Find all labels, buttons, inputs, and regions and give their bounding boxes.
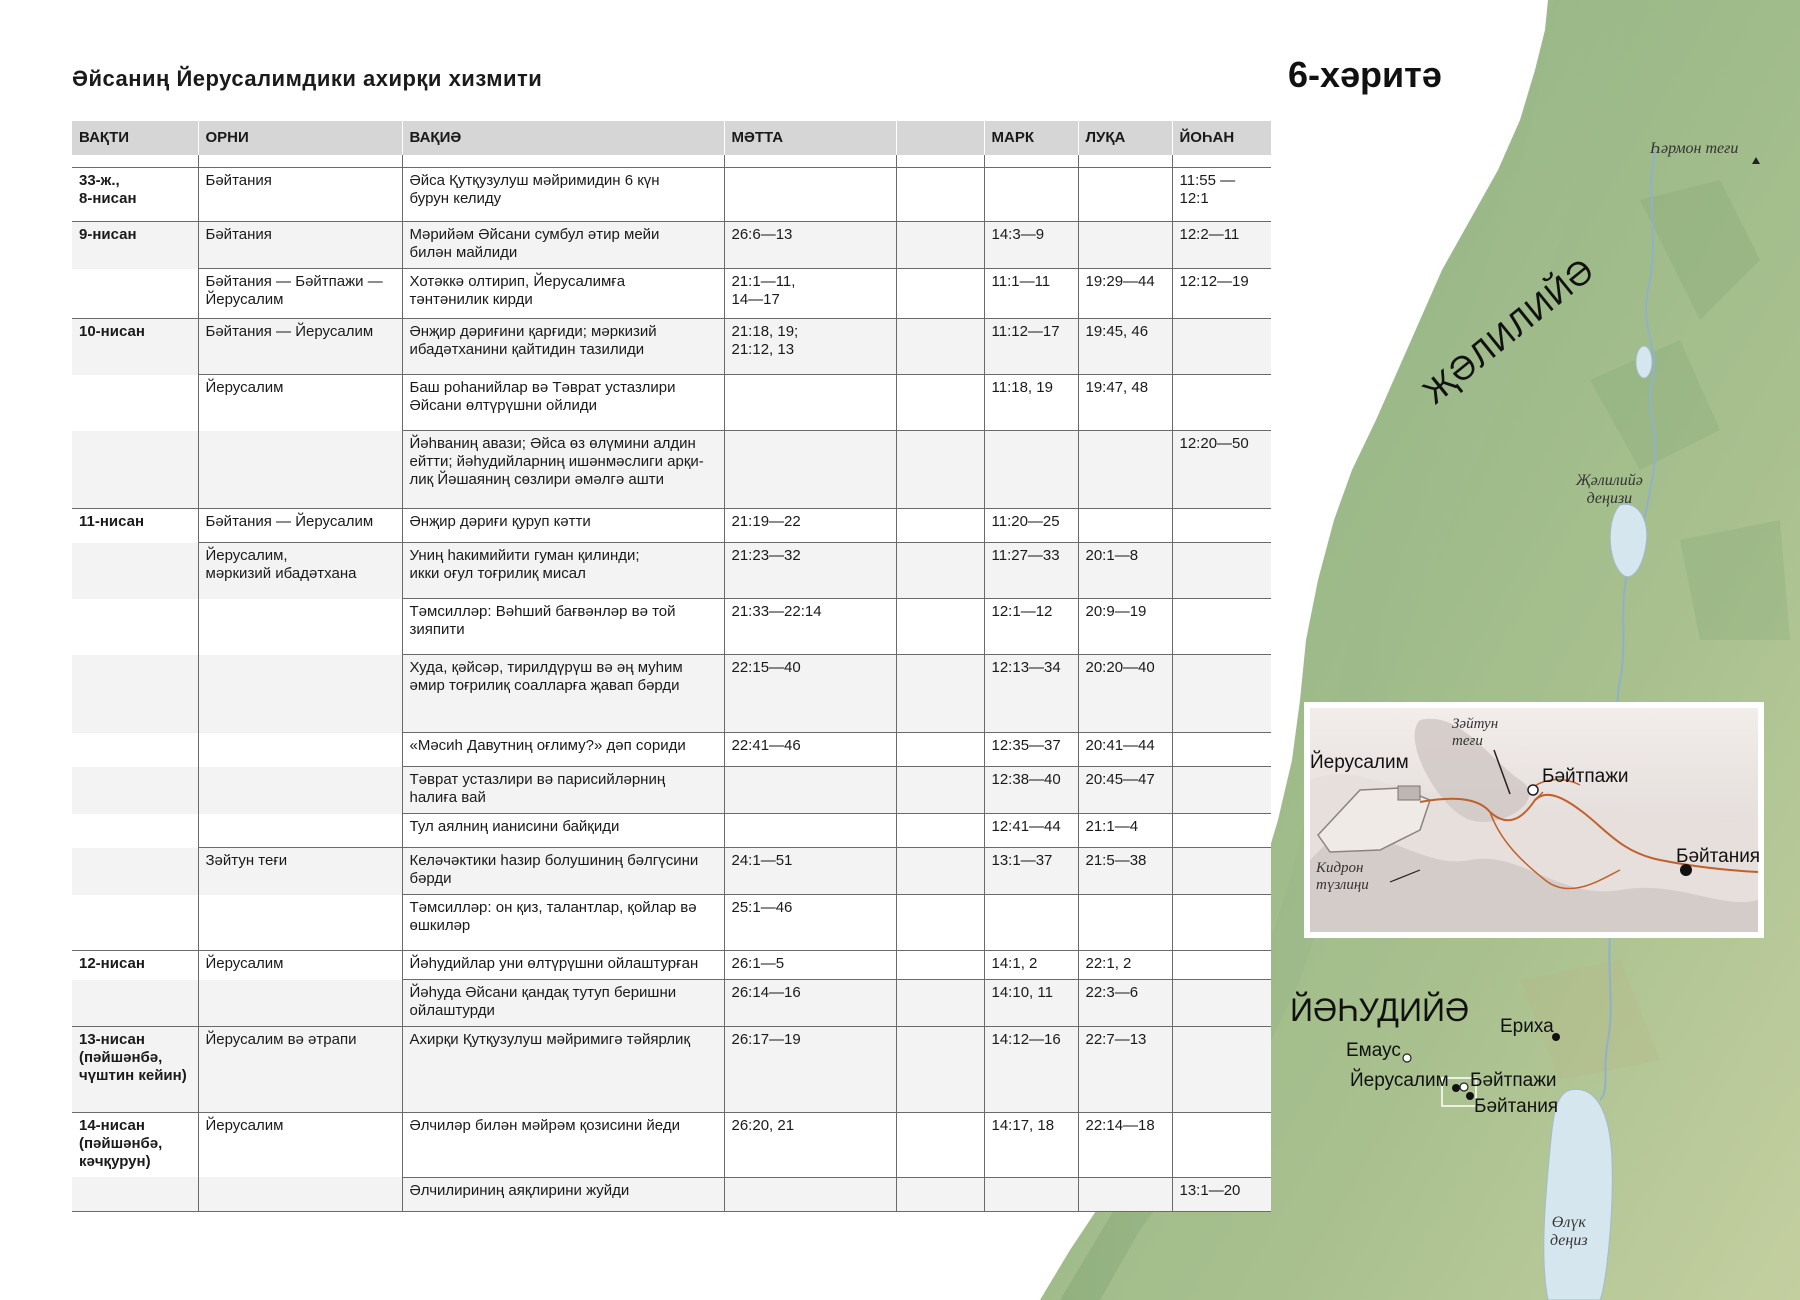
table-row (72, 1027, 1271, 1113)
jericho-label: Ериха (1500, 1016, 1554, 1037)
cell-luke: 19:47, 48 (1078, 375, 1172, 431)
inset-kidron-line2: түзлиңи (1316, 877, 1369, 893)
cell-john: 12:2—11 (1172, 222, 1271, 269)
table-row (72, 980, 1271, 1027)
cell-matthew (724, 814, 896, 848)
inset-olives-line2: теғи (1452, 733, 1483, 749)
cell-blank (896, 269, 984, 319)
cell-time (72, 375, 198, 431)
table-row (72, 431, 1271, 509)
cell-matthew: 26:1—5 (724, 951, 896, 980)
spacer-cell (1172, 155, 1271, 168)
spacer-cell (984, 155, 1078, 168)
cell-matthew (724, 168, 896, 222)
cell-event: Тәмсилләр: он қиз, талантлар, қойлар вә өшкиләр (402, 895, 724, 951)
cell-event: Әнҗир дәриғи қуруп кәтти (402, 509, 724, 543)
sea-of-galilee-label-line1: Җәлилийә (1576, 472, 1643, 489)
cell-event: Тәмсилләр: Вәһший бағвәнләр вә той зияпити (402, 599, 724, 655)
cell-event: «Мәсиһ Давутниң оғлиму?» дәп сориди (402, 733, 724, 767)
cell-time (72, 980, 198, 1027)
cell-time: 12-нисан (72, 951, 198, 980)
cell-john (1172, 509, 1271, 543)
table-row (72, 895, 1271, 951)
cell-event: Йәһваниң авази; Әйса өз өлүмини алдин ейтти; йәһудийларниң ишәнмәслиги арқи- лиқ Йәшаяниң сөзлири әмәлгә ашти (402, 431, 724, 509)
cell-place: Йерусалим вә әтрапи (198, 1027, 402, 1113)
hermon-label: Һәрмон теғи (1650, 140, 1739, 157)
cell-matthew: 22:15—40 (724, 655, 896, 733)
cell-mark: 12:38—40 (984, 767, 1078, 814)
cell-luke (1078, 1177, 1172, 1211)
cell-john (1172, 814, 1271, 848)
cell-time (72, 655, 198, 733)
cell-luke: 19:45, 46 (1078, 319, 1172, 375)
table-row (72, 543, 1271, 599)
cell-blank (896, 431, 984, 509)
bethphage-dot (1460, 1083, 1468, 1091)
cell-matthew: 21:19—22 (724, 509, 896, 543)
cell-matthew: 21:1—11, 14—17 (724, 269, 896, 319)
cell-luke: 22:7—13 (1078, 1027, 1172, 1113)
cell-john (1172, 1027, 1271, 1113)
cell-event: Әйса Қутқузулуш мәйримидин 6 күн бурун келиду (402, 168, 724, 222)
dead-sea (1544, 1089, 1612, 1300)
inset-olives-line1: Зәйтун (1452, 716, 1499, 732)
dead-sea-label-line2: деңиз (1550, 1232, 1588, 1249)
header-john: ЙОҺАН (1172, 121, 1271, 155)
cell-mark: 14:12—16 (984, 1027, 1078, 1113)
cell-mark: 12:13—34 (984, 655, 1078, 733)
cell-time (72, 848, 198, 895)
cell-place (198, 599, 402, 655)
cell-event: Ахирқи Қутқузулуш мәйримигә тәйярлиқ (402, 1027, 724, 1113)
cell-blank (896, 168, 984, 222)
emmaus-dot (1403, 1054, 1411, 1062)
cell-blank (896, 895, 984, 951)
header-event: ВАҚИӘ (402, 121, 724, 155)
cell-matthew: 26:20, 21 (724, 1113, 896, 1178)
cell-mark: 11:18, 19 (984, 375, 1078, 431)
cell-mark: 14:1, 2 (984, 951, 1078, 980)
cell-event: Худа, қәйсәр, тирилдүрүш вә әң муһим әмир тоғрилиқ соалларға җавап бәрди (402, 655, 724, 733)
table-row (72, 222, 1271, 269)
cell-place: Бәйтания — Йерусалим (198, 509, 402, 543)
cell-place: Йерусалим (198, 951, 402, 980)
spacer-cell (402, 155, 724, 168)
cell-matthew: 25:1—46 (724, 895, 896, 951)
cell-luke (1078, 168, 1172, 222)
cell-mark: 11:27—33 (984, 543, 1078, 599)
cell-time (72, 599, 198, 655)
bethany-dot (1466, 1092, 1474, 1100)
cell-luke: 20:9—19 (1078, 599, 1172, 655)
cell-event: Йәһуда Әйсани қандақ тутуп беришни ойлаштурди (402, 980, 724, 1027)
cell-event: Баш роһанийлар вә Тәврат устазлири Әйсани өлтүрүшни ойлиди (402, 375, 724, 431)
cell-time (72, 767, 198, 814)
cell-blank (896, 655, 984, 733)
cell-john (1172, 733, 1271, 767)
cell-place: Бәйтания — Йерусалим (198, 319, 402, 375)
cell-place: Йерусалим, мәркизий ибадәтхана (198, 543, 402, 599)
cell-john: 11:55 — 12:1 (1172, 168, 1271, 222)
cell-place: Йерусалим (198, 375, 402, 431)
cell-john (1172, 895, 1271, 951)
cell-place: Зәйтун теғи (198, 848, 402, 895)
cell-matthew: 21:33—22:14 (724, 599, 896, 655)
spacer-cell (198, 155, 402, 168)
cell-place: Йерусалим (198, 1113, 402, 1178)
cell-time: 14-нисан (пәйшәнбә, кәчқурун) (72, 1113, 198, 1178)
cell-time (72, 269, 198, 319)
table-row (72, 168, 1271, 222)
table-row (72, 767, 1271, 814)
cell-time (72, 431, 198, 509)
cell-luke: 20:45—47 (1078, 767, 1172, 814)
cell-matthew: 26:14—16 (724, 980, 896, 1027)
cell-matthew (724, 1177, 896, 1211)
cell-blank (896, 599, 984, 655)
cell-matthew: 24:1—51 (724, 848, 896, 895)
cell-luke: 20:41—44 (1078, 733, 1172, 767)
cell-matthew (724, 767, 896, 814)
cell-event: Тәврат устазлири вә парисийләрниң һалиға вай (402, 767, 724, 814)
cell-matthew: 26:6—13 (724, 222, 896, 269)
cell-john: 12:20—50 (1172, 431, 1271, 509)
cell-place: Бәйтания — Бәйтпажи — Йерусалим (198, 269, 402, 319)
cell-time (72, 733, 198, 767)
lake-hula (1636, 346, 1652, 378)
cell-event: Мәрийәм Әйсани сумбул әтир мейи билән майлиди (402, 222, 724, 269)
cell-time: 9-нисан (72, 222, 198, 269)
cell-blank (896, 222, 984, 269)
cell-luke: 19:29—44 (1078, 269, 1172, 319)
cell-luke: 22:3—6 (1078, 980, 1172, 1027)
cell-time: 10-нисан (72, 319, 198, 375)
sea-of-galilee-label-line2: деңизи (1586, 490, 1633, 507)
table-row (72, 1177, 1271, 1211)
page-title: Әйсаниң Йерусалимдики ахирқи хизмити (72, 66, 543, 91)
cell-john (1172, 767, 1271, 814)
cell-john (1172, 951, 1271, 980)
spacer-cell (724, 155, 896, 168)
dead-sea-label-line1: Өлүк (1551, 1214, 1586, 1231)
cell-time (72, 1177, 198, 1211)
cell-matthew (724, 431, 896, 509)
cell-luke (1078, 509, 1172, 543)
sea-of-galilee-label (1576, 472, 1643, 508)
cell-event: Униң һакимийити гуман қилинди; икки оғул тоғрилиқ мисал (402, 543, 724, 599)
cell-blank (896, 1113, 984, 1178)
cell-time (72, 543, 198, 599)
cell-place (198, 1177, 402, 1211)
table-row (72, 1113, 1271, 1178)
cell-event: Йәһудийлар уни өлтүрүшни ойлаштурған (402, 951, 724, 980)
spacer-cell (896, 155, 984, 168)
schedule-table (72, 121, 1271, 1212)
cell-event: Әлчиләр билән мәйрәм қозисини йеди (402, 1113, 724, 1178)
cell-blank (896, 733, 984, 767)
cell-place (198, 980, 402, 1027)
cell-time: 13-нисан (пәйшәнбә, чүштин кейин) (72, 1027, 198, 1113)
cell-mark: 13:1—37 (984, 848, 1078, 895)
cell-place: Бәйтания (198, 168, 402, 222)
table-row (72, 375, 1271, 431)
cell-john (1172, 1113, 1271, 1178)
cell-blank (896, 951, 984, 980)
cell-place (198, 431, 402, 509)
cell-blank (896, 509, 984, 543)
cell-mark (984, 168, 1078, 222)
table-row (72, 509, 1271, 543)
header-matthew: МӘТТА (724, 121, 896, 155)
cell-event: Хотәккә олтирип, Йерусалимға тәнтәнилик кирди (402, 269, 724, 319)
cell-mark (984, 1177, 1078, 1211)
cell-john (1172, 655, 1271, 733)
cell-luke: 21:5—38 (1078, 848, 1172, 895)
table-row (72, 733, 1271, 767)
table-row (72, 848, 1271, 895)
inset-bethany-label: Бәйтания (1676, 846, 1761, 867)
cell-time (72, 814, 198, 848)
table-row (72, 599, 1271, 655)
cell-john: 12:12—19 (1172, 269, 1271, 319)
cell-john (1172, 848, 1271, 895)
cell-event: Тул аялниң ианисини байқиди (402, 814, 724, 848)
spacer-cell (1078, 155, 1172, 168)
cell-mark: 11:20—25 (984, 509, 1078, 543)
cell-place (198, 655, 402, 733)
dead-sea-label (1550, 1214, 1588, 1250)
cell-time: 33-ж., 8-нисан (72, 168, 198, 222)
inset-bethphage-dot (1528, 785, 1538, 795)
cell-matthew: 21:18, 19; 21:12, 13 (724, 319, 896, 375)
cell-luke (1078, 431, 1172, 509)
cell-mark: 11:1—11 (984, 269, 1078, 319)
cell-blank (896, 767, 984, 814)
cell-mark: 12:35—37 (984, 733, 1078, 767)
cell-matthew (724, 375, 896, 431)
cell-luke: 20:1—8 (1078, 543, 1172, 599)
cell-luke: 22:14—18 (1078, 1113, 1172, 1178)
cell-place (198, 767, 402, 814)
map-title: 6-хәритә (1288, 54, 1442, 95)
cell-place (198, 814, 402, 848)
table-row (72, 951, 1271, 980)
cell-john: 13:1—20 (1172, 1177, 1271, 1211)
header-place: ОРНИ (198, 121, 402, 155)
cell-john (1172, 599, 1271, 655)
cell-event: Әнҗир дәриғини қарғиди; мәркизий ибадәтханини қайтидин тазилиди (402, 319, 724, 375)
inset-bethphage-label: Бәйтпажи (1542, 766, 1629, 787)
cell-mark: 12:1—12 (984, 599, 1078, 655)
region-judea: ЙӘҺУДИЙӘ (1290, 992, 1470, 1028)
cell-mark: 14:17, 18 (984, 1113, 1078, 1178)
cell-mark: 11:12—17 (984, 319, 1078, 375)
spacer-cell (72, 155, 198, 168)
cell-matthew: 21:23—32 (724, 543, 896, 599)
cell-time: 11-нисан (72, 509, 198, 543)
cell-mark (984, 895, 1078, 951)
cell-luke (1078, 895, 1172, 951)
bethany-label: Бәйтания (1474, 1096, 1559, 1117)
cell-place: Бәйтания (198, 222, 402, 269)
cell-mark (984, 431, 1078, 509)
cell-blank (896, 848, 984, 895)
inset-kidron-line1: Кидрон (1316, 860, 1364, 876)
cell-place (198, 733, 402, 767)
cell-blank (896, 543, 984, 599)
header-luke: ЛУҚА (1078, 121, 1172, 155)
cell-john (1172, 319, 1271, 375)
inset-jerusalem-label: Йерусалим (1310, 752, 1409, 773)
table-row (72, 655, 1271, 733)
cell-event: Әлчилириниң аяқлирини жуйди (402, 1177, 724, 1211)
cell-matthew: 26:17—19 (724, 1027, 896, 1113)
jerusalem-label: Йерусалим (1350, 1070, 1449, 1091)
header-mark: МАРК (984, 121, 1078, 155)
cell-luke: 20:20—40 (1078, 655, 1172, 733)
cell-blank (896, 980, 984, 1027)
cell-event: Келәчәктики һазир болушиниң бәлгүсини бәрди (402, 848, 724, 895)
table-spacer-row (72, 155, 1271, 168)
table-row (72, 814, 1271, 848)
cell-mark: 14:10, 11 (984, 980, 1078, 1027)
cell-blank (896, 1177, 984, 1211)
cell-john (1172, 543, 1271, 599)
cell-luke (1078, 222, 1172, 269)
inset-kidron-label (1316, 860, 1369, 894)
cell-blank (896, 375, 984, 431)
cell-blank (896, 814, 984, 848)
cell-blank (896, 1027, 984, 1113)
cell-john (1172, 980, 1271, 1027)
inset-olives-label (1452, 716, 1498, 750)
cell-john (1172, 375, 1271, 431)
region-galilee: ҖӘЛИЛИЙӘ (1416, 250, 1602, 412)
table-row (72, 319, 1271, 375)
cell-mark: 14:3—9 (984, 222, 1078, 269)
cell-mark: 12:41—44 (984, 814, 1078, 848)
cell-blank (896, 319, 984, 375)
cell-place (198, 895, 402, 951)
cell-matthew: 22:41—46 (724, 733, 896, 767)
table-row (72, 269, 1271, 319)
table-header-row (72, 121, 1271, 155)
cell-luke: 22:1, 2 (1078, 951, 1172, 980)
cell-time (72, 895, 198, 951)
bethphage-label: Бәйтпажи (1470, 1070, 1557, 1091)
header-blank (896, 121, 984, 155)
header-time: ВАҚТИ (72, 121, 198, 155)
jerusalem-dot (1452, 1084, 1460, 1092)
emmaus-label: Емаус (1346, 1040, 1401, 1061)
cell-luke: 21:1—4 (1078, 814, 1172, 848)
